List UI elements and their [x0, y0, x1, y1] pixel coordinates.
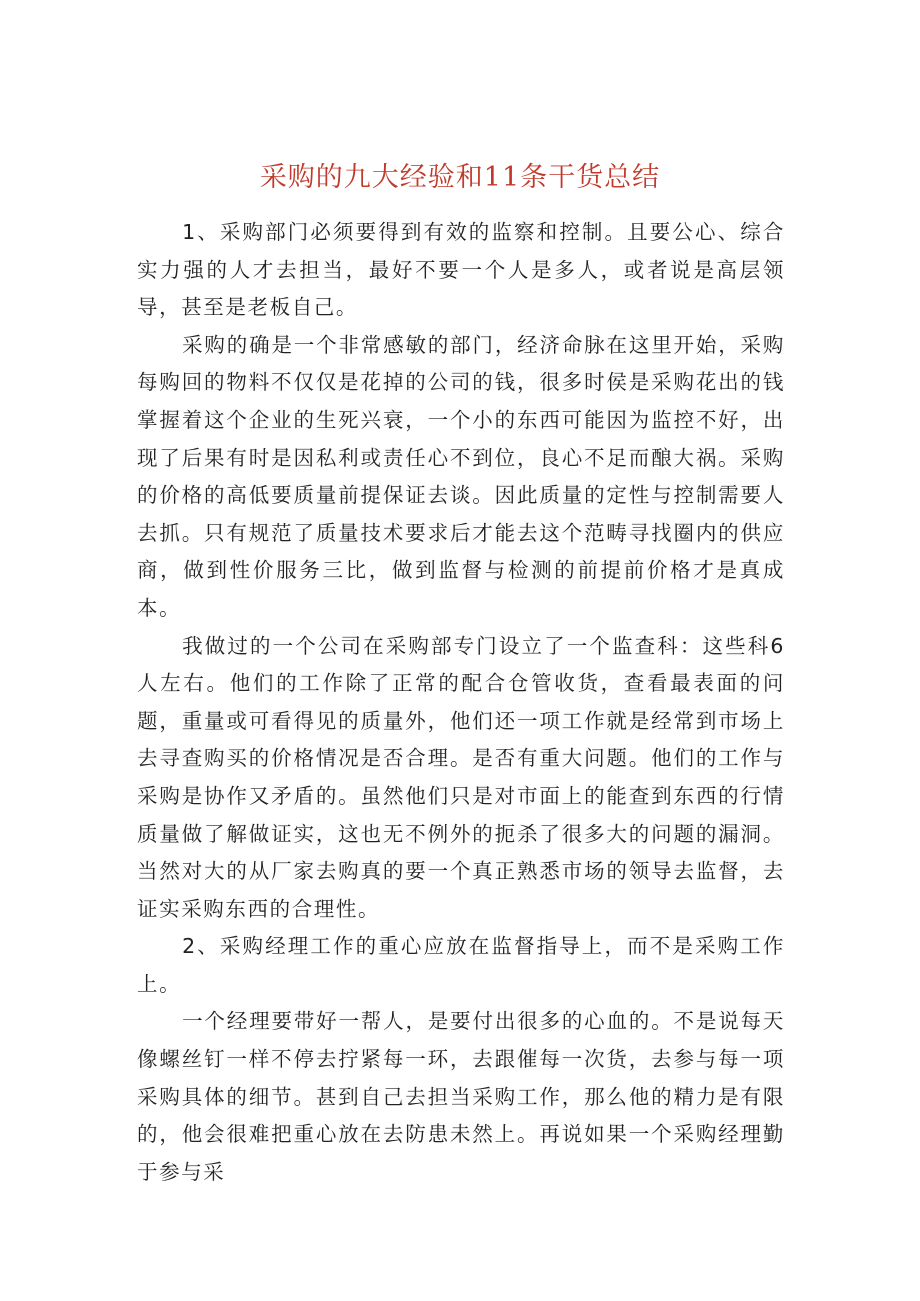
paragraph-1: 1、采购部门必须要得到有效的监察和控制。且要公心、综合实力强的人才去担当，最好不要一个人是多人，或者说是高层领导，甚至是老板自己。 [137, 220, 785, 320]
paragraph-4: 2、采购经理工作的重心应放在监督指导上，而不是采购工作上。 [137, 934, 785, 996]
paragraph-5: 一个经理要带好一帮人，是要付出很多的心血的。不是说每天像螺丝钉一样不停去拧紧每一环，去跟催每一次货，去参与每一项采购具体的细节。甚到自己去担当采购工作，那么他的精力是有限的，他会很难把重心放在去防患未然上。再说如果一个采购经理勤于参与采 [137, 1009, 785, 1184]
document-body [137, 214, 785, 1191]
paragraph-3: 我做过的一个公司在采购部专门设立了一个监查科：这些科6人左右。他们的工作除了正常的配合仓管收货，查看最表面的问题，重量或可看得见的质量外，他们还一项工作就是经常到市场上去寻查购买的价格情况是否合理。是否有重大问题。他们的工作与采购是协作又矛盾的。虽然他们只是对市面上的能查到东西的行情质量做了解做证实，这也无不例外的扼杀了很多大的问题的漏洞。当然对大的从厂家去购真的要一个真正熟悉市场的领导去监督，去证实采购东西的合理性。 [137, 633, 785, 921]
document-title: 采购的九大经验和11条干货总结 [259, 162, 661, 193]
paragraph-2: 采购的确是一个非常感敏的部门，经济命脉在这里开始，采购每购回的物料不仅仅是花掉的公司的钱，很多时侯是采购花出的钱掌握着这个企业的生死兴衰，一个小的东西可能因为监控不好，出现了后果有时是因私利或责任心不到位，良心不足而酿大祸。采购的价格的高低要质量前提保证去谈。因此质量的定性与控制需要人去抓。只有规范了质量技术要求后才能去这个范畴寻找圈内的供应商，做到性价服务三比，做到监督与检测的前提前价格才是真成本。 [137, 332, 785, 620]
